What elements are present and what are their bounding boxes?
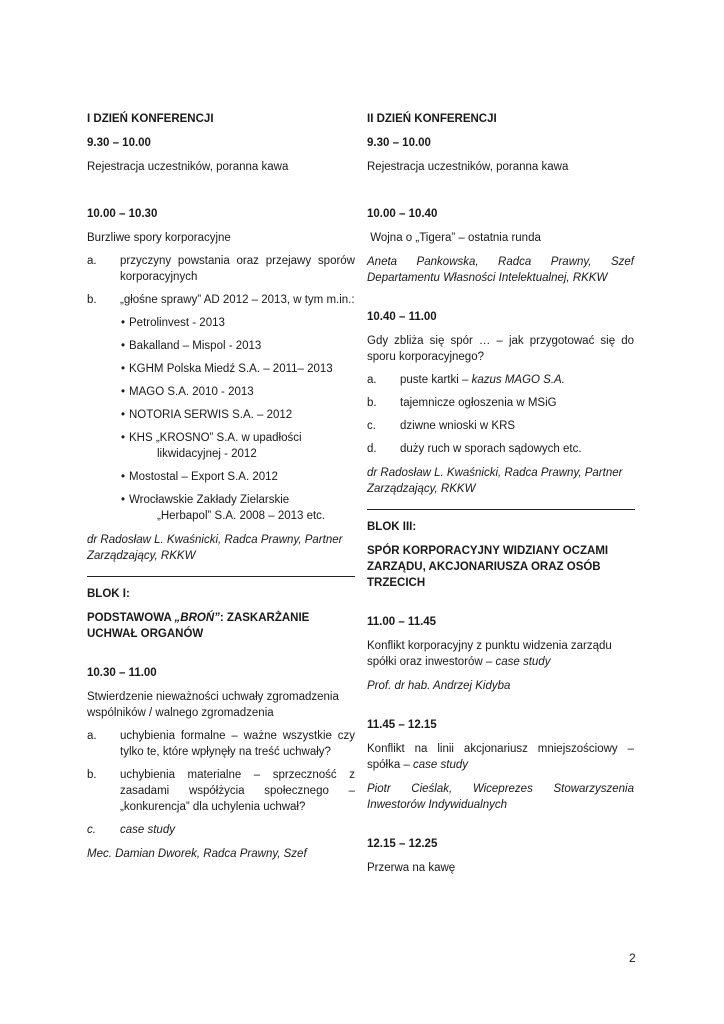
bullet-item: • KGHM Polska Miedź S.A. – 2011– 2013	[121, 363, 333, 375]
list-item: a. przyczyny powstania oraz przejawy sporów korporacyjnych	[87, 255, 355, 283]
block-label: BLOK III:	[367, 521, 417, 533]
session-time: 10.30 – 11.00	[87, 667, 157, 679]
day-two-column	[367, 111, 634, 876]
list-item: b. uchybienia materialne – sprzeczność z zasadami współżycia społecznego – „konkurencja” dla uchylenia uchwał?	[87, 769, 355, 813]
bullet-item: • Wrocławskie Zakłady Zielarskie „Herbapol” S.A. 2008 – 2013 etc.	[121, 494, 326, 522]
session-title: Gdy zbliża się spór … – jak przygotować się do sporu korporacyjnego?	[367, 335, 634, 363]
list-item: d. duży ruch w sporach sądowych etc.	[367, 443, 582, 455]
divider	[87, 576, 355, 577]
block-title: SPÓR KORPORACYJNY WIDZIANY OCZAMI ZARZĄDU, AKCJONARIUSZA ORAZ OSÓB TRZECICH	[367, 545, 609, 589]
speaker: Piotr Cieślak, Wiceprezes Stowarzyszenia Inwestorów Indywidualnych	[367, 783, 634, 811]
bullet-item: • KHS „KROSNO” S.A. w upadłości likwidacyjnej - 2012	[121, 432, 302, 460]
page-number: 2	[629, 951, 636, 965]
speaker: Mec. Damian Dworek, Radca Prawny, Szef	[87, 848, 307, 860]
day-one-title: I DZIEŃ KONFERENCJI	[87, 113, 214, 125]
session-time: 11.00 – 11.45	[367, 616, 437, 628]
speaker: dr Radosław L. Kwaśnicki, Radca Prawny, Partner Zarządzający, RKKW	[367, 467, 623, 495]
session-title: Przerwa na kawę	[367, 862, 456, 874]
speaker: Aneta Pankowska, Radca Prawny, Szef Departamentu Własności Intelektualnej, RKKW	[367, 256, 634, 284]
session-title: Burzliwe spory korporacyjne	[87, 232, 231, 244]
bullet-item: • Mostostal – Export S.A. 2012	[121, 471, 278, 483]
speaker: dr Radosław L. Kwaśnicki, Radca Prawny, Partner Zarządzający, RKKW	[87, 534, 343, 562]
session-title: Wojna o „Tigera” – ostatnia runda	[367, 232, 541, 244]
speaker: Prof. dr hab. Andrzej Kidyba	[367, 680, 511, 692]
session-time: 9.30 – 10.00	[367, 137, 431, 149]
list-item: c. dziwne wnioski w KRS	[367, 420, 516, 432]
session-time: 11.45 – 12.15	[367, 719, 437, 731]
session-time: 10.00 – 10.30	[87, 208, 158, 220]
session-description: Rejestracja uczestników, poranna kawa	[367, 161, 569, 173]
bullet-item: • MAGO S.A. 2010 - 2013	[121, 386, 254, 398]
divider	[367, 509, 635, 510]
list-item: b. „głośne sprawy” AD 2012 – 2013, w tym m.in.:	[87, 294, 355, 306]
day-two-title: II DZIEŃ KONFERENCJI	[367, 113, 497, 125]
day-one-column	[87, 111, 355, 862]
block-title: PODSTAWOWA „BROŃ”: ZASKARŻANIE UCHWAŁ ORGANÓW	[87, 612, 310, 640]
list-item: b. tajemnicze ogłoszenia w MSiG	[367, 397, 557, 409]
bullet-item: • Bakalland – Mispol - 2013	[121, 340, 262, 352]
session-time: 9.30 – 10.00	[87, 137, 151, 149]
session-time: 10.00 – 10.40	[367, 208, 438, 220]
block-label: BLOK I:	[87, 588, 130, 600]
session-title: Konflikt korporacyjny z punktu widzenia zarządu spółki oraz inwestorów – case study	[367, 640, 612, 668]
session-title: Stwierdzenie nieważności uchwały zgromadzenia wspólników / walnego zgromadzenia	[87, 691, 339, 719]
session-time: 10.40 – 11.00	[367, 311, 437, 323]
bullet-item: • NOTORIA SERWIS S.A. – 2012	[121, 409, 293, 421]
session-description: Rejestracja uczestników, poranna kawa	[87, 161, 289, 173]
list-item: a. uchybienia formalne – ważne wszystkie czy tylko te, które wpłynęły na treść uchwały?	[87, 730, 355, 758]
session-time: 12.15 – 12.25	[367, 838, 438, 850]
list-item: c. case study	[87, 824, 175, 836]
bullet-item: • Petrolinvest - 2013	[121, 317, 225, 329]
list-item: a. puste kartki – kazus MAGO S.A.	[367, 374, 565, 386]
session-title: Konflikt na linii akcjonariusz mniejszościowy – spółka – case study	[367, 743, 634, 771]
